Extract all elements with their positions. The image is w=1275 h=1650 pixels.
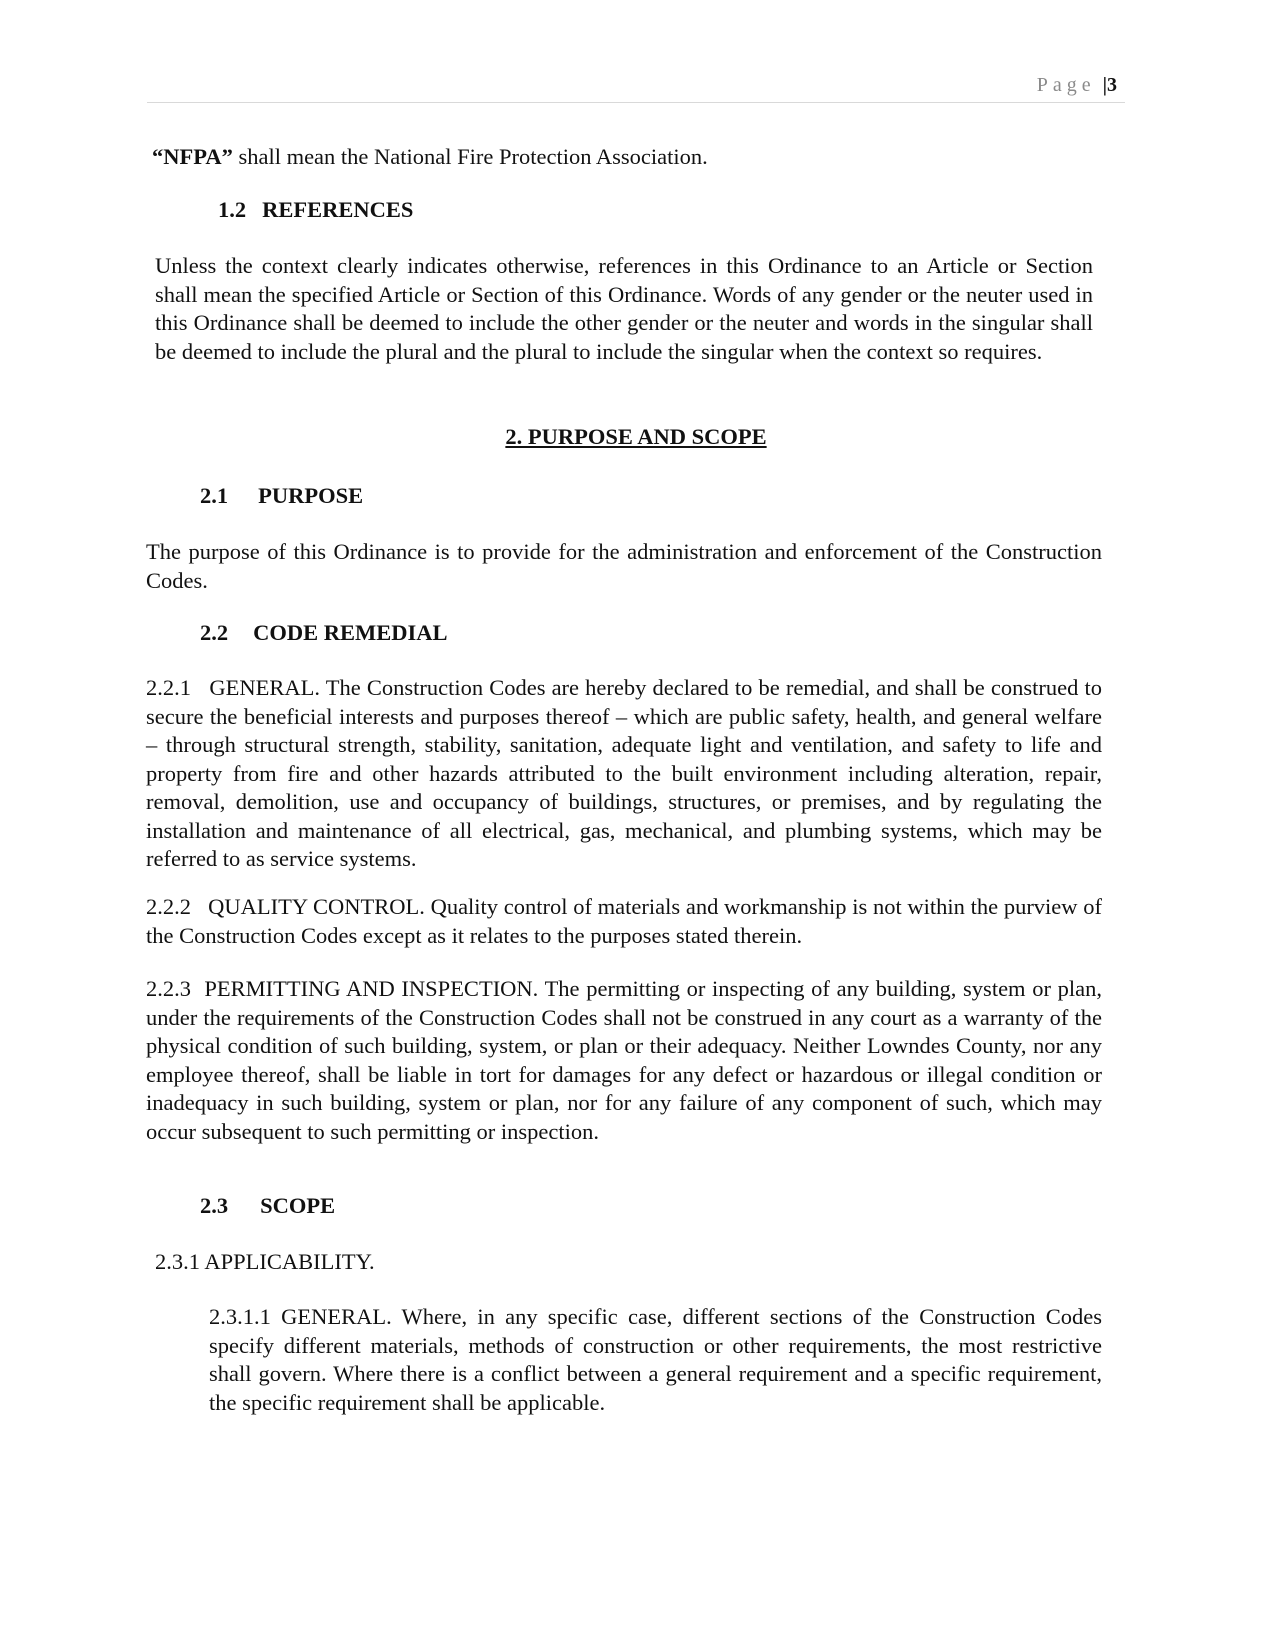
definition-term: “NFPA” <box>152 144 233 169</box>
page-header <box>147 74 1125 103</box>
section-number: 2.1 <box>200 483 229 508</box>
section-2-3-heading <box>200 1193 335 1219</box>
paragraph-2-2-1: 2.2.1 GENERAL. The Construction Codes are hereby declared to be remedial, and shall be construed to secure the beneficial interests and purposes thereof – which are public safety, health, and general welfare – through structural strength, stability, sanitation, adequate light and ventilation, and safety to life and property from fire and other hazards attributed to the built environment including alteration, repair, removal, demolition, use and occupancy of buildings, structures, or premises, and by regulating the installation and maintenance of all electrical, gas, mechanical, and plumbing systems, which may be referred to as service systems. <box>146 675 1102 871</box>
section-title: SCOPE <box>260 1193 336 1218</box>
section-number: 1.2 <box>218 197 247 222</box>
paragraph-2-2-2: 2.2.2 QUALITY CONTROL. Quality control of materials and workmanship is not within the purview of the Construction Codes except as it relates to the purposes stated therein. <box>146 894 1102 948</box>
section-2-2-heading <box>200 620 448 646</box>
nfpa-definition <box>152 143 1112 172</box>
section-title: REFERENCES <box>262 197 414 222</box>
purpose-paragraph: The purpose of this Ordinance is to provide for the administration and enforcement of the Construction Codes. <box>146 539 1102 593</box>
references-paragraph: Unless the context clearly indicates otherwise, references in this Ordinance to an Article or Section shall mean the specified Article or Section of this Ordinance. Words of any gender or the neuter used in this Ordinance shall be deemed to include the other gender or the neuter and words in the singular shall be deemed to include the plural and the plural to include the singular when the context so requires. <box>155 253 1093 364</box>
section-1-2-heading <box>218 197 413 223</box>
paragraph-2-2-3: 2.2.3 PERMITTING AND INSPECTION. The permitting or inspecting of any building, system or plan, under the requirements of the Construction Codes shall not be construed in any court as a warranty of the physical condition of such building, system, or plan or their adequacy. Neither Lowndes County, nor any employee thereof, shall be liable in tort for damages for any defect or hazardous or illegal condition or inadequacy in such building, system or plan, nor for any failure of any component of such, which may occur subsequent to such permitting or inspection. <box>146 976 1102 1144</box>
section-number: 2.2 <box>200 620 229 645</box>
section-2-1-heading <box>200 483 363 509</box>
page-label: Page <box>1036 74 1096 96</box>
page-number <box>1037 74 1117 97</box>
page-number-value: 3 <box>1107 74 1117 96</box>
paragraph-2-3-1-1: 2.3.1.1 GENERAL. Where, in any specific case, different sections of the Construction Codes specify different materials, methods of construction or other requirements, the most restrictive shall govern. Where there is a conflict between a general requirement and a specific requirement, the specific requirement shall be applicable. <box>209 1304 1102 1415</box>
chapter-title: 2. PURPOSE AND SCOPE <box>505 424 767 449</box>
section-number: 2.3 <box>200 1193 229 1218</box>
section-title: CODE REMEDIAL <box>253 620 448 645</box>
section-title: PURPOSE <box>258 483 364 508</box>
applicability-heading: 2.3.1 APPLICABILITY. <box>155 1249 375 1274</box>
definition-text: shall mean the National Fire Protection Association. <box>232 144 708 169</box>
page-separator: | <box>1102 74 1107 96</box>
